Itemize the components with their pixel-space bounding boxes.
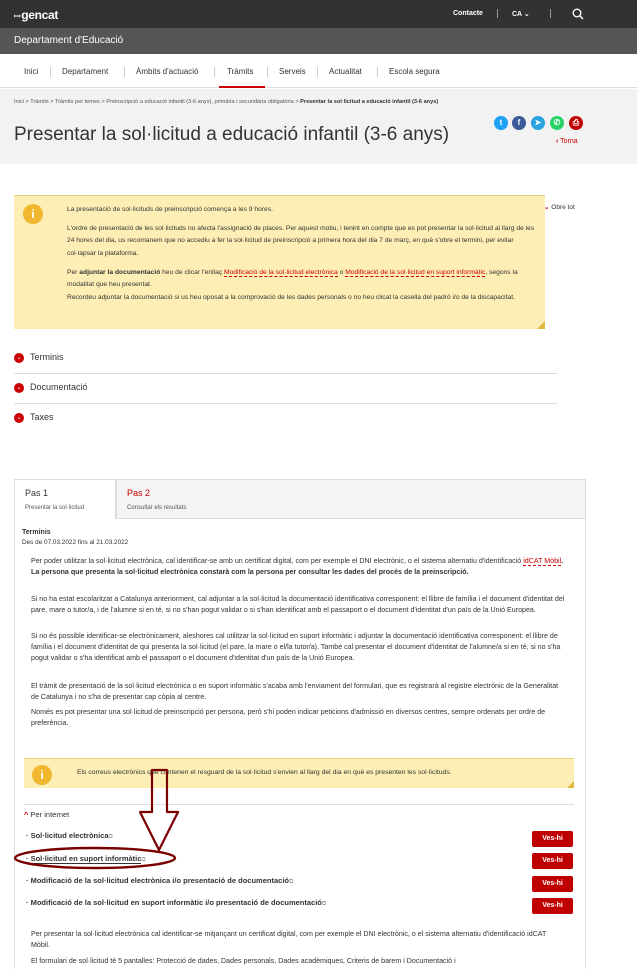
- list-item-modificacio-suport-informatic[interactable]: · Modificació de la sol·licitud en suport informàtic i/o presentació de documentació⧉: [26, 898, 327, 907]
- body-paragraph: El formulari de sol·licitud té 5 pantalles: Protecció de dades, Dades personals, Dades acadèmiques, Criteris de barem i Documentació i: [31, 957, 456, 965]
- terms-heading: Terminis: [22, 529, 51, 536]
- nav-item-serveis[interactable]: Serveis: [279, 67, 306, 76]
- nav-item-inici[interactable]: Inici: [24, 67, 39, 76]
- nav-item-departament[interactable]: Departament: [62, 67, 109, 76]
- nav-item-actualitat[interactable]: Actualitat: [329, 67, 362, 76]
- chevron-up-icon: ^: [24, 810, 29, 819]
- nav-divider: [50, 67, 51, 77]
- external-link-icon: ⧉: [321, 901, 327, 907]
- divider: [24, 804, 574, 805]
- notice-text: Per adjuntar la documentació heu de clicar l'enllaç Modificació de la sol·licitud electrònica o Modificació de la sol·licitud en suport informàtic, segons la modalitat que heu presentat.: [67, 269, 518, 289]
- ves-hi-button[interactable]: Ves-hi: [532, 876, 573, 892]
- step-tabs: [14, 479, 586, 519]
- page-title: Presentar la sol·licitud a educació infantil (3-6 anys): [14, 124, 450, 145]
- department-title[interactable]: Departament d'Educació: [14, 35, 124, 46]
- language-selector[interactable]: CA ⌄: [512, 11, 530, 18]
- nav-divider: [377, 67, 378, 77]
- ves-hi-button[interactable]: Ves-hi: [532, 853, 573, 869]
- notice-text: Recordeu adjuntar la documentació si us heu oposat a la comprovació de les dades personals o no heu clicat la casella del padró i/o de la discapacitat.: [67, 294, 515, 301]
- breadcrumb-item[interactable]: Tràmits per temes: [54, 99, 100, 105]
- accordion-documentacio[interactable]: ⌄ Documentació: [14, 374, 557, 404]
- top-bar: [0, 0, 637, 28]
- nav-divider: [267, 67, 268, 77]
- corner-fold: [537, 321, 545, 329]
- nav-item-escola-segura[interactable]: Escola segura: [389, 67, 440, 76]
- accordion-terminis[interactable]: ⌄ Terminis: [14, 344, 557, 374]
- ves-hi-button[interactable]: Ves-hi: [532, 831, 573, 847]
- body-paragraph: Si no és possible identificar-se electrònicament, aleshores cal utilitzar la sol·licitud en suport informàtic i adjuntar la documentació identificativa corresponent: el llibre de família i el document d'identitat de qui presenta la sol·licitud (el pare, la mare o el/la tutor/a). També cal presentar el document d'identitat de l'alumne/a si en té, si no s'ha pogut validar o s'ha identificat amb el passaport o el document d'identitat d'un país de la Unió Europea.: [31, 632, 561, 662]
- nav-divider: [317, 67, 318, 77]
- external-link-icon: ⧉: [108, 834, 113, 840]
- body-paragraph: Només es pot presentar una sol·licitud de preinscripció per persona, però s'hi poden indicar peticions d'admissió en diversos centres, sempre ordenats per ordre de preferència.: [31, 708, 546, 727]
- breadcrumb-item[interactable]: Inici: [14, 99, 24, 105]
- tab-pas-2[interactable]: Pas 2 Consultar els resultats: [116, 479, 586, 519]
- terms-dates: Des de 07.03.2022 fins al 21.03.2022: [22, 539, 129, 546]
- notice-box: [14, 195, 545, 329]
- expand-all-link[interactable]: ⌄ Obre tot: [544, 204, 575, 211]
- department-bar: [0, 28, 637, 54]
- external-link-icon: ⧉: [289, 879, 294, 885]
- body-paragraph: Si no ha estat escolaritzat a Catalunya anteriorment, cal adjuntar a la sol·licitud la documentació identificativa corresponent: el llibre de família i el document d'identitat del pare, mare o tutor/a, i de l'alumne si en té, si no s'han pogut validar o si s'han identificat amb el passaport o el document d'identitat d'un país de la Unió Europea.: [31, 595, 565, 614]
- breadcrumb-item[interactable]: Preinscripció a educació infantil (3-6 anys), primària i secundària obligatòria: [106, 99, 294, 105]
- notice-text: L'ordre de presentació de les sol·licituds no afecta l'assignació de places. Per aquest motiu, i tenint en compte que es pot presentar la sol·licitud al llarg de les 24 hores del dia, us recomanem que no accediu a fer la sol·licitud de preinscripció a primera hora del dia 7 de març, en què s'obre el termini, per evitar col·lapsar la plataforma.: [67, 225, 535, 257]
- whatsapp-icon[interactable]: ✆: [550, 116, 564, 130]
- search-icon[interactable]: [572, 8, 584, 20]
- notice-text: La presentació de sol·licituds de preinscripció comença a les 9 hores.: [67, 206, 273, 213]
- nav-item-ambits[interactable]: Àmbits d'actuació: [136, 67, 199, 76]
- telegram-icon[interactable]: ➤: [531, 116, 545, 130]
- nav-divider: [124, 67, 125, 77]
- body-paragraph: Per presentar la sol·licitud electrònica cal identificar-se mitjançant un certificat digital, com per exemple el DNI electrònic, o el sistema alternatiu d'identificació idCAT Mòbil.: [31, 930, 547, 949]
- twitter-icon[interactable]: t: [494, 116, 508, 130]
- print-icon[interactable]: ⎙: [569, 116, 583, 130]
- link-modificacio-electronica[interactable]: Modificació de la sol·licitud electrònica: [224, 269, 338, 276]
- per-internet-toggle[interactable]: ^ Per internet: [24, 810, 70, 819]
- link-modificacio-suport-informatic[interactable]: Modificació de la sol·licitud en suport informàtic: [345, 269, 486, 276]
- email-notice-box: [24, 758, 574, 788]
- divider: [550, 9, 551, 18]
- nav-active-indicator: [219, 86, 265, 88]
- chevron-down-icon: ⌄: [544, 204, 550, 211]
- nav-item-tramits[interactable]: Tràmits: [227, 67, 254, 76]
- accordion-taxes[interactable]: ⌄ Taxes: [14, 404, 557, 434]
- breadcrumb: Inici > Tràmits > Tràmits per temes > Preinscripció a educació infantil (3-6 anys), primària i secundària obligatòria > Presentar la sol·licitud a educació infantil (3-6 anys): [14, 99, 439, 105]
- external-link-icon: ⧉: [141, 857, 146, 863]
- info-icon: i: [23, 204, 43, 224]
- body-paragraph: El tràmit de presentació de la sol·licitud electrònica o en suport informàtic s'acaba amb l'enviament del formulari, que es registrarà al registre electrònic de la Generalitat de Catalunya i no s'ha de presentar cap còpia al centre.: [31, 682, 559, 701]
- ves-hi-button[interactable]: Ves-hi: [532, 898, 573, 914]
- chevron-left-icon: ‹: [556, 138, 559, 145]
- list-item-sollicitud-suport-informatic[interactable]: · Sol·licitud en suport informàtic⧉: [26, 854, 146, 863]
- breadcrumb-item[interactable]: Tràmits: [30, 99, 49, 105]
- chevron-down-icon: ⌄: [14, 383, 24, 393]
- idcat-mobil-link[interactable]: idCAT Mòbil: [523, 557, 562, 565]
- info-icon: i: [32, 765, 52, 785]
- chevron-down-icon: ⌄: [14, 353, 24, 363]
- contact-link[interactable]: Contacte: [453, 10, 483, 17]
- corner-fold: [567, 781, 574, 788]
- list-item-sollicitud-electronica[interactable]: · Sol·licitud electrònica⧉: [26, 831, 113, 840]
- breadcrumb-current: Presentar la sol·licitud a educació infantil (3-6 anys): [300, 99, 439, 105]
- facebook-icon[interactable]: f: [512, 116, 526, 130]
- back-link[interactable]: ‹ Torna: [556, 138, 578, 145]
- chevron-down-icon: ⌄: [14, 413, 24, 423]
- divider: [497, 9, 498, 18]
- tab-pas-1[interactable]: Pas 1 Presentar la sol·licitud: [14, 479, 116, 519]
- body-paragraph: Per poder utilitzar la sol·licitud electrònica, cal identificar-se amb un certificat digital, com per exemple el DNI electrònic, o el sistema alternatiu d'identificació idCAT Mòbil. La persona que presenta la sol·licitud electrònica constarà com la persona per consultar les dades del procés de la preinscripció.: [31, 557, 564, 576]
- nav-divider: [214, 67, 215, 77]
- gencat-logo[interactable]: ꟷgencat: [14, 8, 59, 22]
- list-item-modificacio-electronica[interactable]: · Modificació de la sol·licitud electrònica i/o presentació de documentació⧉: [26, 876, 294, 885]
- main-nav: [0, 54, 637, 88]
- email-notice-text: Els correus electrònics que contenen el resguard de la sol·licitud s'envien al llarg del dia en què es presenten les sol·licituds.: [77, 769, 452, 776]
